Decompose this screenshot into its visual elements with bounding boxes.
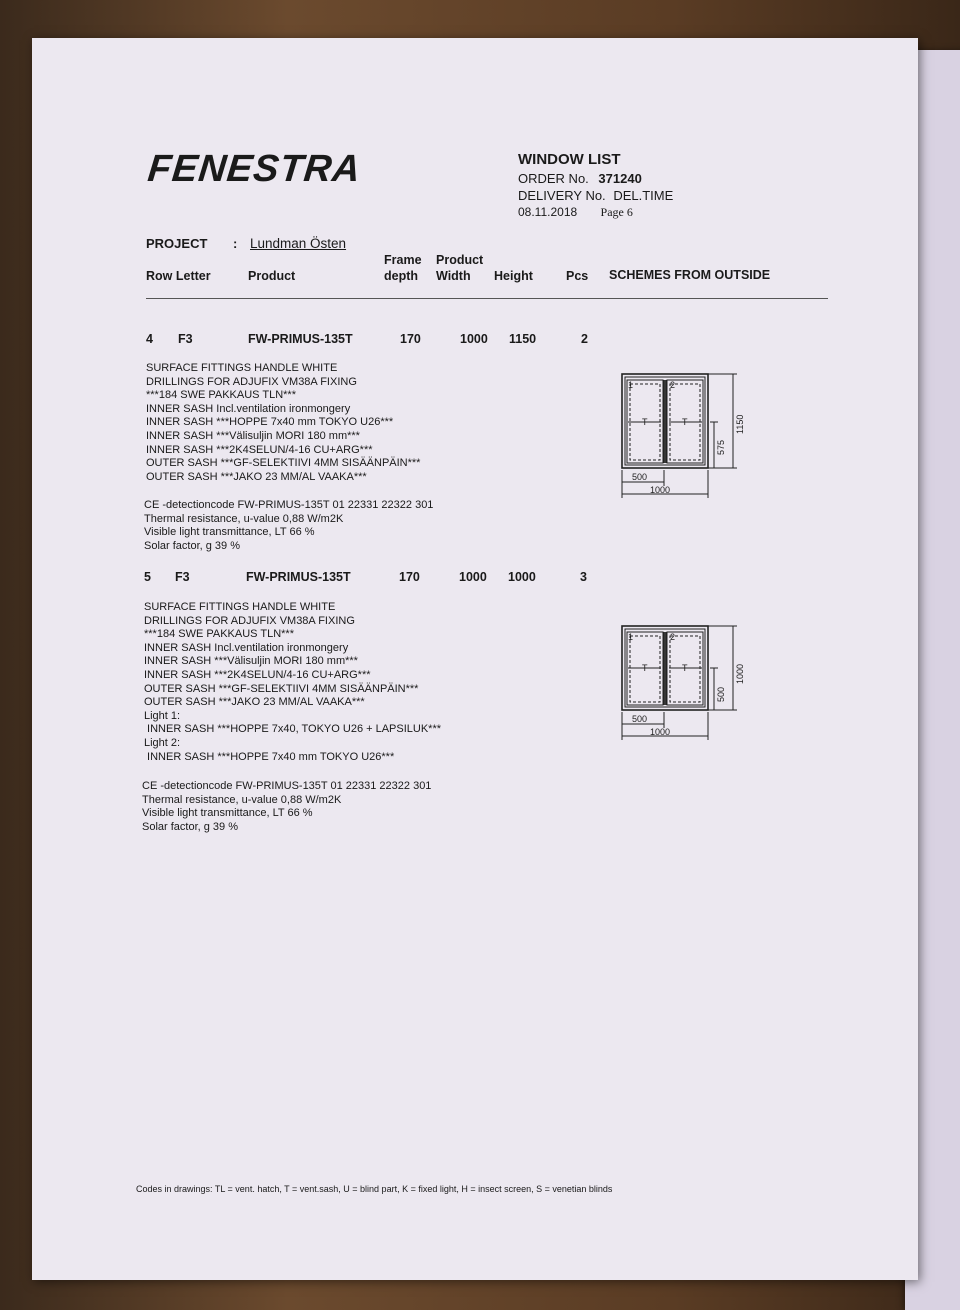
scheme-dim-handle-height: 500 [716, 686, 726, 702]
order-label: ORDER No. [518, 171, 589, 186]
ce-line: Solar factor, g 39 % [142, 820, 238, 833]
col-row-letter: Row Letter [146, 269, 211, 283]
scheme-handle-mark: T [682, 417, 688, 427]
ce-line: Visible light transmittance, LT 66 % [144, 526, 315, 539]
document-title: WINDOW LIST [518, 151, 621, 168]
item-height: 1000 [508, 570, 536, 584]
scheme-dim-total-height: 1150 [735, 414, 745, 434]
ce-line: Visible light transmittance, LT 66 % [142, 807, 313, 820]
item-frame-depth: 170 [400, 332, 421, 346]
date-line [518, 205, 633, 220]
order-line [518, 171, 642, 186]
ce-line: Thermal resistance, u-value 0,88 W/m2K [142, 793, 342, 806]
item-row-number: 5 [144, 570, 151, 584]
spec-line: INNER SASH ***HOPPE 7x40, TOKYO U26 + LAPSILUK*** [144, 723, 442, 736]
spec-line: OUTER SASH ***GF-SELEKTIIVI 4MM SISÄÄNPÄIN*** [146, 457, 421, 470]
item-pcs: 2 [581, 332, 588, 346]
page-number: Page 6 [600, 205, 633, 219]
drawing-codes-legend: Codes in drawings: TL = vent. hatch, T = vent.sash, U = blind part, K = fixed light, H = insect screen, S = venetian blinds [136, 1184, 613, 1194]
col-schemes: SCHEMES FROM OUTSIDE [609, 268, 771, 282]
spec-line: SURFACE FITTINGS HANDLE WHITE [144, 601, 336, 613]
col-frame-1: Frame [384, 253, 422, 267]
item-width: 1000 [460, 332, 488, 346]
item-width: 1000 [459, 570, 487, 584]
project-separator: : [233, 236, 238, 251]
spec-line: SURFACE FITTINGS HANDLE WHITE [146, 362, 338, 374]
col-product: Product [248, 269, 296, 283]
order-number: 371240 [598, 171, 642, 186]
window-list-page [32, 38, 918, 1280]
scheme-handle-mark: T [642, 417, 648, 427]
spec-line: INNER SASH ***2K4SELUN/4-16 CU+ARG*** [144, 668, 371, 681]
spec-line: INNER SASH Incl.ventilation ironmongery [144, 641, 349, 654]
scheme-dim-total-width: 1000 [650, 727, 671, 737]
spec-line: INNER SASH ***Välisuljin MORI 180 mm*** [146, 429, 360, 442]
delivery-label: DELIVERY No. [518, 188, 606, 203]
scheme-sash1-label: 1 [628, 632, 634, 642]
scheme-dim-total-height: 1000 [735, 663, 745, 684]
spec-line: OUTER SASH ***JAKO 23 MM/AL VAAKA*** [144, 696, 365, 709]
item-row-number: 4 [146, 332, 153, 346]
spec-line: OUTER SASH ***GF-SELEKTIIVI 4MM SISÄÄNPÄIN*** [144, 682, 419, 695]
spec-line: INNER SASH ***HOPPE 7x40 mm TOKYO U26*** [144, 750, 395, 763]
ce-line: Solar factor, g 39 % [144, 539, 240, 552]
document-date: 08.11.2018 [518, 205, 578, 219]
spec-line: Light 2: [144, 736, 181, 749]
scheme-sash2-label: 2 [670, 632, 676, 642]
spec-line: OUTER SASH ***JAKO 23 MM/AL VAAKA*** [146, 470, 367, 483]
window-scheme-drawing [612, 622, 752, 748]
header-divider [146, 298, 828, 299]
item-spec-list [144, 601, 441, 764]
window-scheme-drawing [612, 370, 752, 506]
scheme-handle-mark: T [682, 663, 688, 673]
spec-line: INNER SASH ***2K4SELUN/4-16 CU+ARG*** [146, 443, 373, 456]
item-frame-depth: 170 [399, 570, 420, 584]
col-pcs: Pcs [566, 269, 589, 283]
spec-line: DRILLINGS FOR ADJUFIX VM38A FIXING [146, 375, 357, 388]
col-width-2: Width [436, 269, 471, 283]
scheme-dim-total-width: 1000 [650, 485, 671, 495]
delivery-line [518, 188, 673, 203]
spec-line: DRILLINGS FOR ADJUFIX VM38A FIXING [144, 614, 355, 627]
item-product: FW-PRIMUS-135T [246, 570, 351, 584]
spec-line: INNER SASH ***Välisuljin MORI 180 mm*** [144, 655, 358, 668]
spec-line: INNER SASH Incl.ventilation ironmongery [146, 402, 351, 415]
item-letter: F3 [178, 332, 193, 346]
fenestra-logo: FENESTRA [145, 148, 364, 190]
item-letter: F3 [175, 570, 190, 584]
item-product: FW-PRIMUS-135T [248, 332, 353, 346]
item-pcs: 3 [580, 570, 587, 584]
col-width-1: Product [436, 253, 484, 267]
scheme-handle-mark: T [642, 663, 648, 673]
scheme-dim-sash-width: 500 [632, 472, 648, 482]
ce-line: Thermal resistance, u-value 0,88 W/m2K [144, 512, 344, 525]
spec-line: ***184 SWE PAKKAUS TLN*** [146, 389, 296, 402]
project-label: PROJECT [146, 236, 208, 251]
spec-line: ***184 SWE PAKKAUS TLN*** [144, 628, 294, 641]
item-spec-list [146, 362, 420, 484]
col-height: Height [494, 269, 533, 283]
item-height: 1150 [509, 332, 537, 346]
scheme-sash1-label: 1 [628, 380, 634, 390]
spec-line: INNER SASH ***HOPPE 7x40 mm TOKYO U26*** [146, 416, 394, 429]
item-ce-info [142, 780, 431, 834]
spec-line: Light 1: [144, 709, 181, 722]
deltime-label: DEL.TIME [613, 188, 674, 203]
ce-line: CE -detectioncode FW-PRIMUS-135T 01 22331 22322 301 [144, 499, 434, 511]
item-ce-info [144, 499, 433, 553]
scheme-dim-handle-height: 575 [716, 439, 726, 455]
ce-line: CE -detectioncode FW-PRIMUS-135T 01 22331 22322 301 [142, 780, 432, 792]
scheme-dim-sash-width: 500 [632, 714, 648, 724]
scheme-sash2-label: 2 [670, 380, 676, 390]
col-frame-2: depth [384, 269, 419, 283]
project-name: Lundman Östen [250, 236, 347, 251]
